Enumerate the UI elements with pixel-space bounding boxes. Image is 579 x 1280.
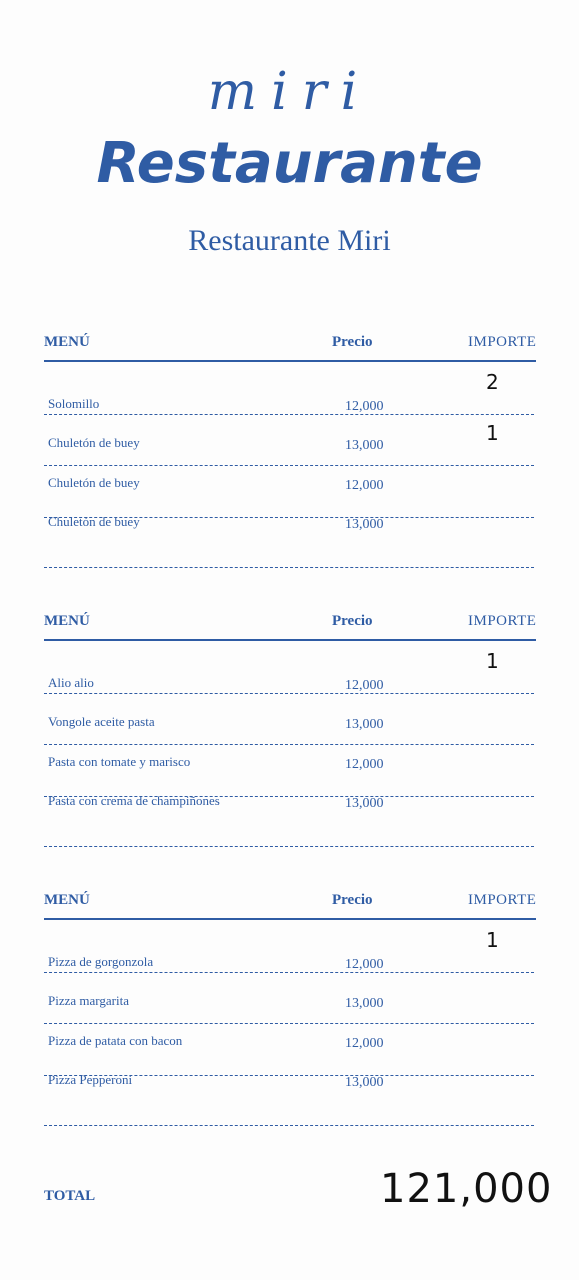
row-divider: [44, 972, 534, 973]
item-price: 13,000: [345, 517, 384, 532]
item-name: Pizza de patata con bacon: [48, 1033, 183, 1048]
price-column-header: Precio: [332, 613, 373, 629]
item-price: 13,000: [345, 1075, 384, 1090]
amount-column-header: IMPORTE: [468, 334, 537, 350]
header-rule: [44, 918, 536, 920]
row-divider: [44, 465, 534, 466]
item-name: Pasta con tomate y marisco: [48, 754, 191, 769]
item-name: Vongole aceite pasta: [48, 714, 155, 729]
price-column-header: Precio: [332, 892, 373, 908]
menu-item-row: [0, 793, 579, 833]
logo-main: Restaurante: [96, 131, 483, 196]
item-price: 12,000: [345, 678, 384, 693]
item-price: 13,000: [345, 996, 384, 1011]
row-divider: [44, 693, 534, 694]
menu-item-row: [0, 714, 579, 754]
total-value: 121,000: [380, 1166, 553, 1212]
item-name: Pasta con crema de champiñones: [48, 793, 220, 808]
item-name: Chuletón de buey: [48, 475, 140, 490]
restaurant-name: Restaurante Miri: [188, 224, 391, 257]
menu-section-pasta: [0, 613, 579, 873]
header-rule: [44, 360, 536, 362]
item-price: 12,000: [345, 399, 384, 414]
item-name: Chuletón de buey: [48, 514, 140, 529]
total-label: TOTAL: [44, 1188, 96, 1204]
item-price: 12,000: [345, 478, 384, 493]
section-divider: [44, 1125, 534, 1126]
menu-item-row: [0, 1033, 579, 1073]
menu-item-row: [0, 475, 579, 515]
item-quantity: 2: [486, 370, 499, 394]
logo-script: miri: [207, 62, 372, 122]
section-divider: [44, 567, 534, 568]
item-price: 13,000: [345, 796, 384, 811]
menu-column-header: MENÚ: [44, 334, 90, 350]
menu-item-row: [0, 514, 579, 554]
menu-item-row: [0, 1072, 579, 1112]
item-name: Solomillo: [48, 396, 100, 411]
section-divider: [44, 846, 534, 847]
menu-item-row: [0, 754, 579, 794]
menu-item-row: [0, 993, 579, 1033]
item-price: 12,000: [345, 957, 384, 972]
item-quantity: 1: [486, 928, 499, 952]
row-divider: [44, 744, 534, 745]
item-name: Pizza margarita: [48, 993, 129, 1008]
item-quantity: 1: [486, 421, 499, 445]
item-price: 13,000: [345, 438, 384, 453]
item-name: Pizza de gorgonzola: [48, 954, 154, 969]
item-quantity: 1: [486, 649, 499, 673]
menu-item-row: [0, 928, 579, 994]
item-price: 13,000: [345, 717, 384, 732]
menu-item-row: [0, 649, 579, 715]
row-divider: [44, 1023, 534, 1024]
menu-column-header: MENÚ: [44, 892, 90, 908]
item-name: Pizza Pepperoni: [48, 1072, 133, 1087]
amount-column-header: IMPORTE: [468, 613, 537, 629]
menu-item-row: [0, 421, 579, 475]
item-name: Alio alio: [48, 675, 94, 690]
header-rule: [44, 639, 536, 641]
menu-column-header: MENÚ: [44, 613, 90, 629]
price-column-header: Precio: [332, 334, 373, 350]
amount-column-header: IMPORTE: [468, 892, 537, 908]
menu-section-pizza: [0, 892, 579, 1152]
item-price: 12,000: [345, 1036, 384, 1051]
row-divider: [44, 414, 534, 415]
menu-section-meats: [0, 334, 579, 594]
item-name: Chuletón de buey: [48, 435, 140, 450]
item-price: 12,000: [345, 757, 384, 772]
